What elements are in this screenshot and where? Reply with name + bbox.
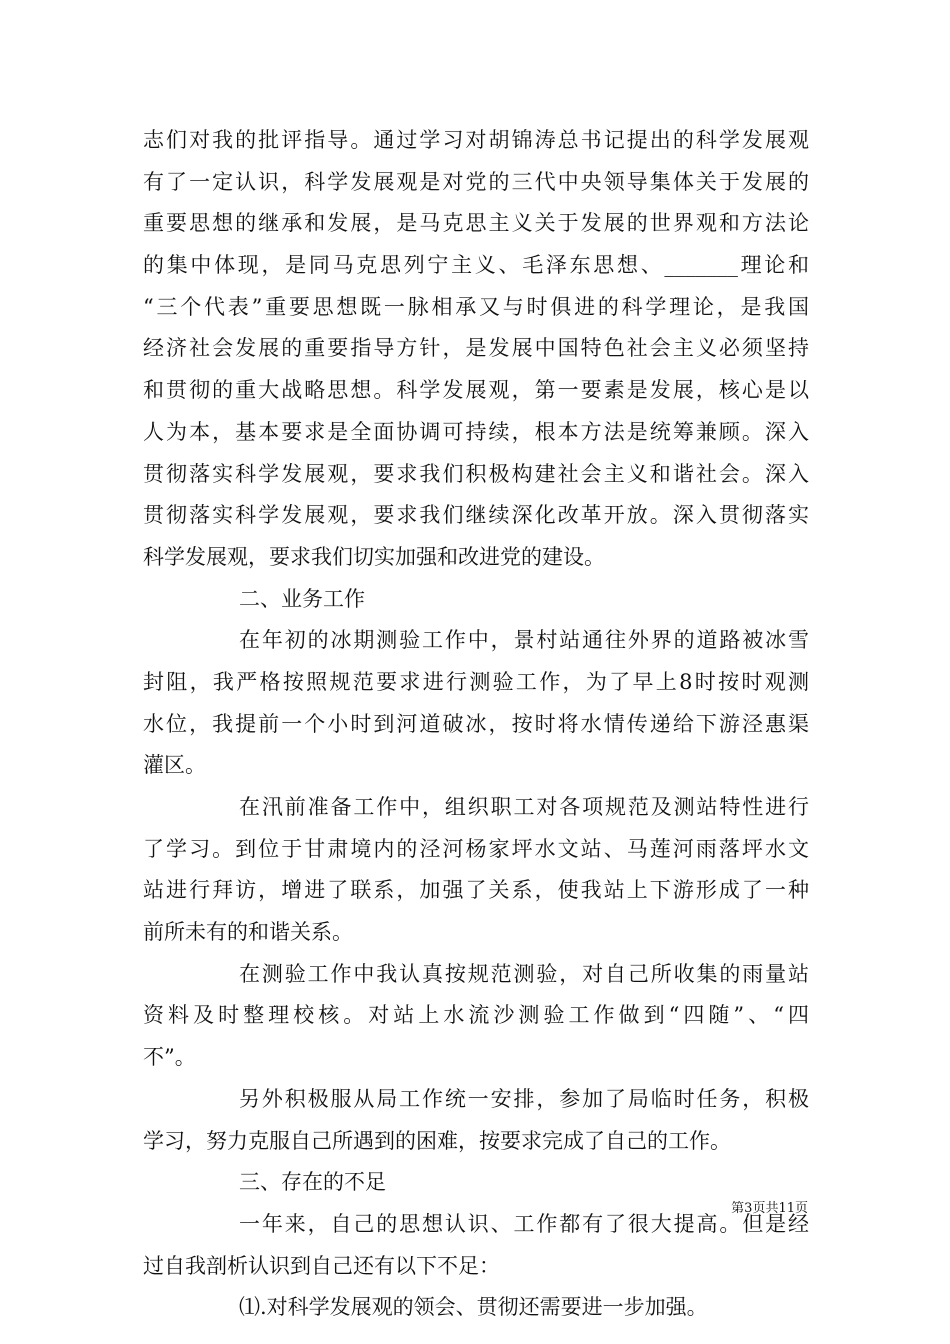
text-line: 经济社会发展的重要指导方针，是发展中国特色社会主义必须坚持 bbox=[143, 336, 809, 361]
text-line: 过自我剖析认识到自己还有以下不足： bbox=[143, 1253, 500, 1278]
text-line: 一年来，自己的思想认识、工作都有了很大提高。但是经 bbox=[239, 1211, 809, 1236]
text-line: 在测验工作中我认真按规范测验，对自己所收集的雨量站 bbox=[239, 961, 809, 986]
text-line: 在年初的冰期测验工作中，景村站通往外界的道路被冰雪 bbox=[239, 628, 809, 653]
text-line: 站进行拜访，增进了联系，加强了关系，使我站上下游形成了一种 bbox=[143, 878, 809, 903]
text-line: 前所未有的和谐关系。 bbox=[143, 920, 353, 945]
text-line: 有了一定认识，科学发展观是对党的三代中央领导集体关于发展的 bbox=[143, 169, 809, 194]
text-line: 灌区。 bbox=[143, 753, 206, 778]
text-line: 志们对我的批评指导。通过学习对胡锦涛总书记提出的科学发展观 bbox=[143, 128, 809, 152]
text-line: 人为本，基本要求是全面协调可持续，根本方法是统筹兼顾。深入 bbox=[143, 419, 809, 444]
text-line: 不”。 bbox=[143, 1045, 196, 1070]
text-line: 重要思想的继承和发展，是马克思主义关于发展的世界观和方法论 bbox=[143, 211, 809, 236]
text-line: 和贯彻的重大战略思想。科学发展观，第一要素是发展，核心是以 bbox=[143, 378, 809, 403]
text-line: 的集中体现，是同马克思列宁主义、毛泽东思想、_______理论和 bbox=[143, 253, 809, 278]
text-line: 水位，我提前一个小时到河道破冰，按时将水情传递给下游泾惠渠 bbox=[143, 711, 809, 736]
section-heading-business: 二、业务工作 bbox=[239, 586, 365, 611]
page-number: 第3页共11页 bbox=[731, 1201, 808, 1216]
text-line: 科学发展观，要求我们切实加强和改进党的建设。 bbox=[143, 544, 605, 569]
list-item: ⑴.对科学发展观的领会、贯彻还需要进一步加强。 bbox=[239, 1295, 708, 1320]
section-heading-shortcomings: 三、存在的不足 bbox=[239, 1170, 386, 1195]
text-line: 贯彻落实科学发展观，要求我们继续深化改革开放。深入贯彻落实 bbox=[143, 503, 809, 528]
text-line: 学习，努力克服自己所遇到的困难，按要求完成了自己的工作。 bbox=[143, 1128, 731, 1153]
text-line: 封阻，我严格按照规范要求进行测验工作，为了早上8时按时观测 bbox=[143, 669, 809, 694]
body-text bbox=[143, 120, 809, 1329]
text-line: 资料及时整理校核。对站上水流沙测验工作做到“四随”、“四 bbox=[143, 1003, 809, 1028]
text-line: 在汛前准备工作中，组织职工对各项规范及测站特性进行 bbox=[239, 795, 809, 819]
text-line: 了学习。到位于甘肃境内的泾河杨家坪水文站、马莲河雨落坪水文 bbox=[143, 836, 809, 861]
text-line: “三个代表”重要思想既一脉相承又与时俱进的科学理论，是我国 bbox=[143, 294, 809, 319]
text-line: 贯彻落实科学发展观，要求我们积极构建社会主义和谐社会。深入 bbox=[143, 461, 809, 486]
text-line: 另外积极服从局工作统一安排，参加了局临时任务，积极 bbox=[239, 1086, 809, 1111]
